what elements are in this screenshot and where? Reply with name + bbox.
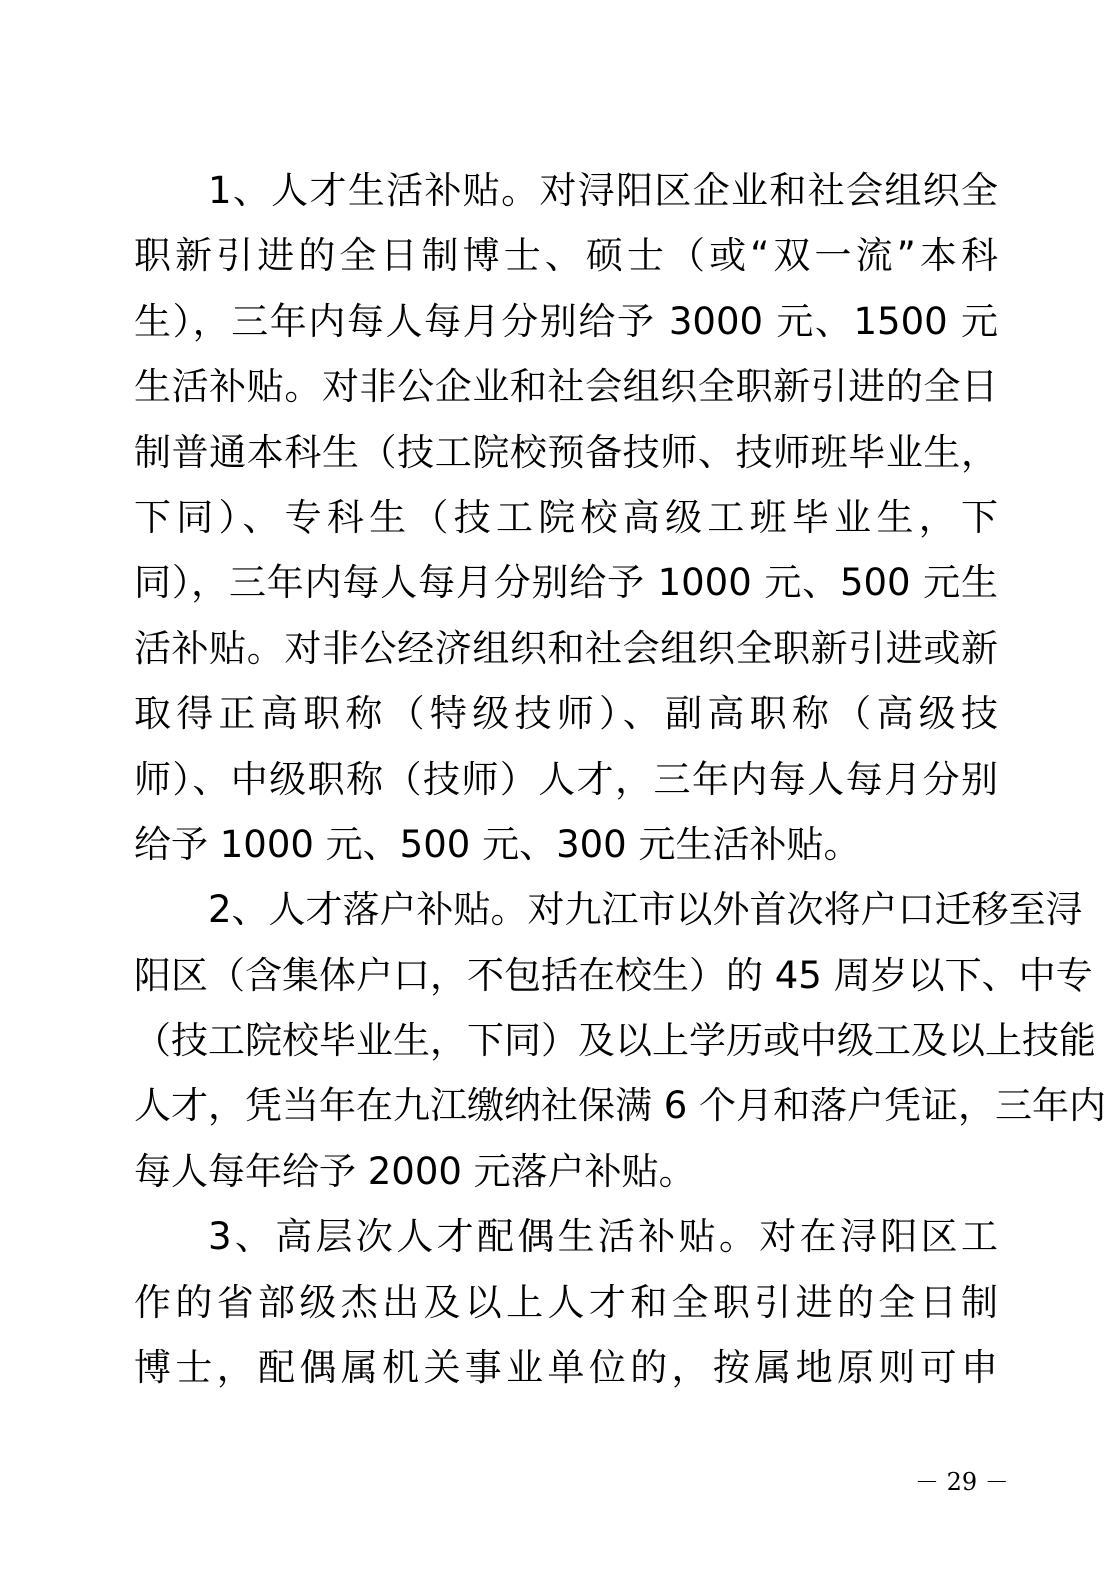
paragraph-1-line-2: 职新引进的全日制博士、硕士（或“双一流”本科 [134, 234, 998, 278]
paragraph-3-line-3: 博士，配偶属机关事业单位的，按属地原则可申 [134, 1346, 998, 1390]
paragraph-1-line-4: 生活补贴。对非公企业和社会组织全职新引进的全日 [134, 365, 998, 409]
paragraph-1-line-1: 1、人才生活补贴。对浔阳区企业和社会组织全 [208, 169, 998, 212]
paragraph-2-line-5: 每人每年给予 2000 元落户补贴。 [134, 1149, 696, 1193]
paragraph-1-line-5: 制普通本科生（技工院校预备技师、技师班毕业生， [134, 430, 998, 474]
document-body [134, 158, 1107, 1400]
paragraph-1-line-7: 同），三年内每人每月分别给予 1000 元、500 元生 [134, 561, 998, 605]
paragraph-3-line-1: 3、高层次人才配偶生活补贴。对在浔阳区工 [208, 1215, 998, 1259]
paragraph-2-line-1: 2、人才落户补贴。对九江市以外首次将户口迁移至浔 [208, 888, 1083, 932]
paragraph-3-line-2: 作的省部级杰出及以上人才和全职引进的全日制 [134, 1280, 998, 1324]
paragraph-1-line-8: 活补贴。对非公经济组织和社会组织全职新引进或新 [134, 626, 998, 670]
paragraph-2-line-3: （技工院校毕业生，下同）及以上学历或中级工及以上技能 [134, 1019, 1096, 1063]
paragraph-1-line-3: 生），三年内每人每月分别给予 3000 元、1500 元 [134, 299, 998, 343]
paragraph-1-line-9: 取得正高职称（特级技师）、副高职称（高级技 [134, 692, 998, 736]
paragraph-2-line-4: 人才，凭当年在九江缴纳社保满 6 个月和落户凭证，三年内 [134, 1084, 1107, 1128]
paragraph-1-line-6: 下同）、专科生（技工院校高级工班毕业生，下 [134, 495, 998, 539]
paragraph-1-line-10: 师）、中级职称（技师）人才，三年内每人每月分别 [134, 757, 998, 801]
page-number: － 29 － [915, 1468, 1009, 1496]
paragraph-2-line-2: 阳区（含集体户口，不包括在校生）的 45 周岁以下、中专 [134, 953, 1093, 997]
paragraph-1-line-11: 给予 1000 元、500 元、300 元生活补贴。 [134, 822, 861, 866]
